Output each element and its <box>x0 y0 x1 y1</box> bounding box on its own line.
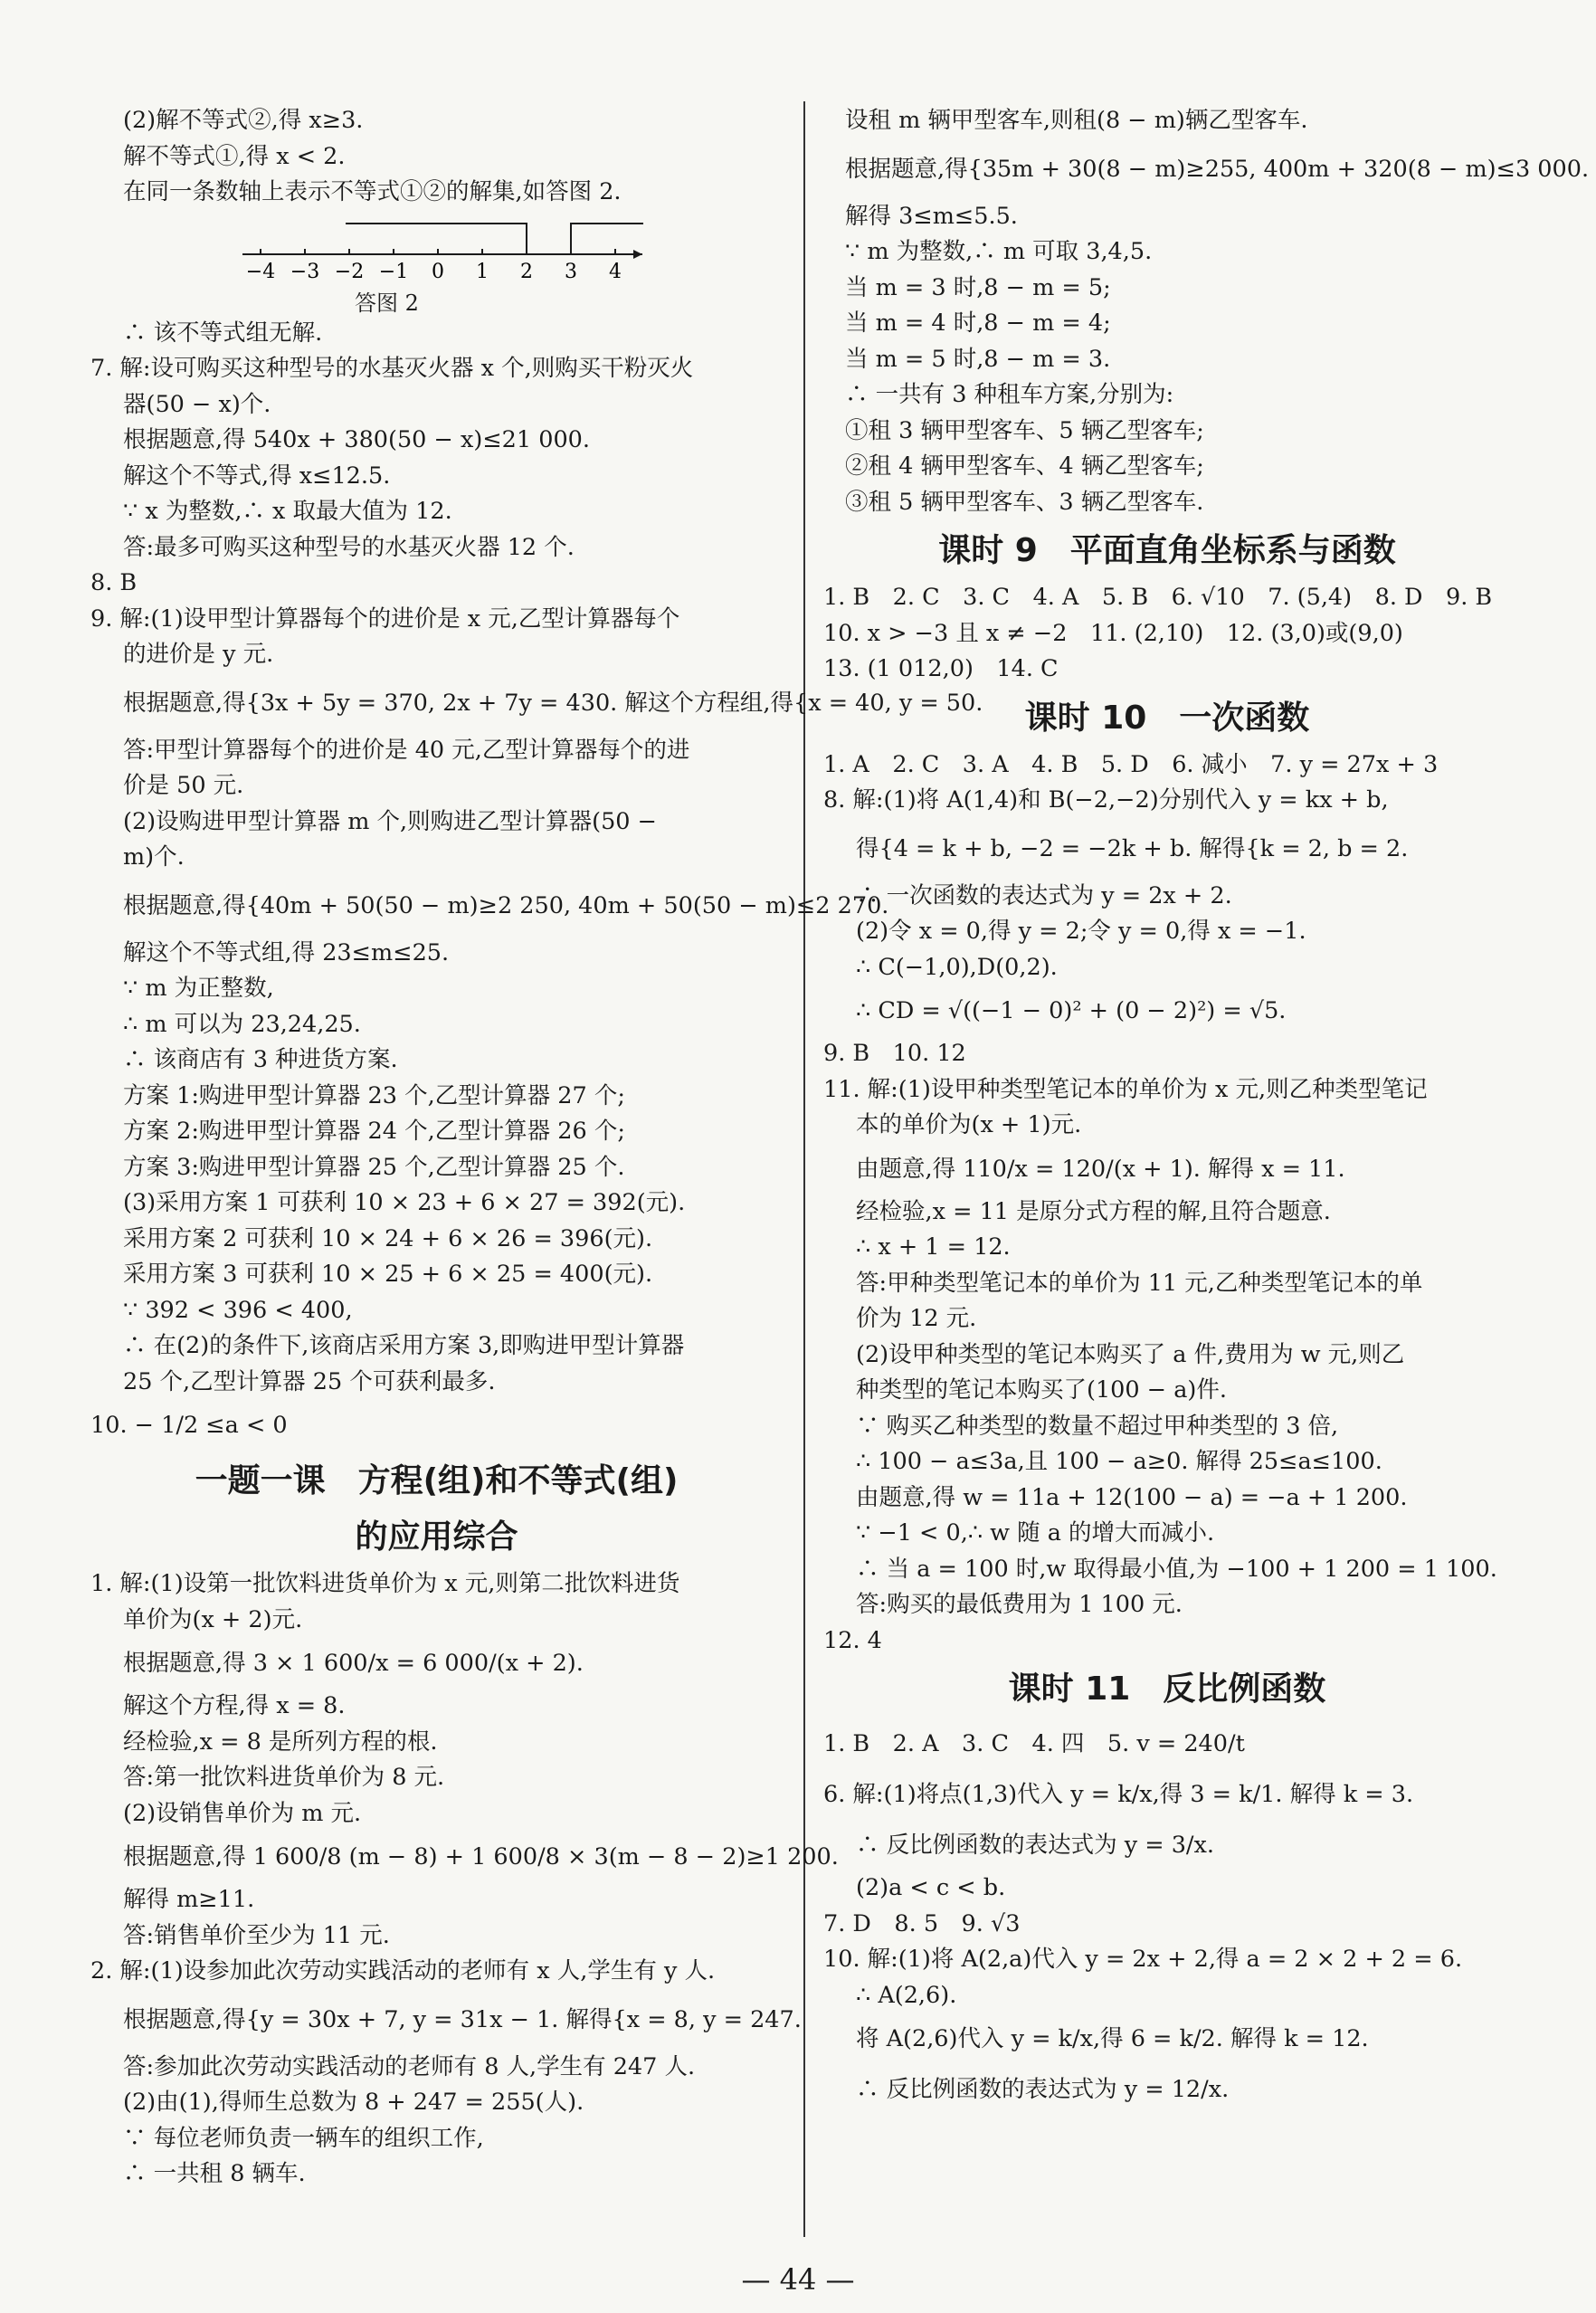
text-line: 器(50 − x)个. <box>123 390 271 418</box>
text-line: (2)由(1),得师生总数为 8 + 247 = 255(人). <box>123 2089 584 2116</box>
tick-label: 4 <box>609 260 622 283</box>
text-line: 13. (1 012,0) 14. C <box>823 655 1059 682</box>
text-line: ∴ 反比例函数的表达式为 y = 12/x. <box>856 2076 1230 2103</box>
text-line: 答:第一批饮料进货单价为 8 元. <box>123 1764 445 1791</box>
text-line: 方案 2:购进甲型计算器 24 个,乙型计算器 26 个; <box>123 1118 625 1145</box>
text-line: 当 m = 5 时,8 − m = 3. <box>845 345 1111 373</box>
section-heading: 的应用综合 <box>355 1518 518 1556</box>
text-line: 解这个不等式,得 x≤12.5. <box>123 462 391 490</box>
text-line: ∵ 392 < 396 < 400, <box>123 1296 353 1324</box>
text-line: ∵ 购买乙种类型的数量不超过甲种类型的 3 倍, <box>856 1412 1339 1440</box>
text-line: 解得 3≤m≤5.5. <box>845 202 1018 230</box>
text-line: ①租 3 辆甲型客车、5 辆乙型客车; <box>845 416 1204 444</box>
text-line: 解这个方程,得 x = 8. <box>123 1692 346 1719</box>
text-line: ∴ CD = √((−1 − 0)² + (0 − 2)²) = √5. <box>856 997 1287 1024</box>
axis-arrow <box>633 250 642 259</box>
text-line: 方案 3:购进甲型计算器 25 个,乙型计算器 25 个. <box>123 1153 625 1181</box>
text-line: 在同一条数轴上表示不等式①②的解集,如答图 2. <box>123 178 622 205</box>
text-line: 2. 解:(1)设参加此次劳动实践活动的老师有 x 人,学生有 y 人. <box>90 1957 716 1985</box>
text-line: 解这个不等式组,得 23≤m≤25. <box>123 938 450 966</box>
text-line: (2)设甲种类型的笔记本购买了 a 件,费用为 w 元,则乙 <box>856 1340 1405 1368</box>
text-line: 根据题意,得 1 600/8 (m − 8) + 1 600/8 × 3(m − 8 − 2)≥1 200. <box>123 1843 839 1870</box>
tick-label: 0 <box>432 260 444 283</box>
text-line: 根据题意,得 540x + 380(50 − x)≤21 000. <box>123 426 591 453</box>
text-line: ∴ x + 1 = 12. <box>856 1233 1011 1261</box>
text-line: 由题意,得 110/x = 120/(x + 1). 解得 x = 11. <box>856 1155 1345 1183</box>
text-line: 10. − 1/2 ≤a < 0 <box>90 1412 288 1439</box>
text-line: 本的单价为(x + 1)元. <box>856 1111 1082 1138</box>
text-line: ∴ m 可以为 23,24,25. <box>123 1010 361 1038</box>
text-line: ∵ 每位老师负责一辆车的组织工作, <box>123 2124 484 2152</box>
text-line: 答:销售单价至少为 11 元. <box>123 1921 390 1949</box>
text-line: 设租 m 辆甲型客车,则租(8 − m)辆乙型客车. <box>845 107 1308 134</box>
tick-label: −1 <box>378 260 409 283</box>
text-line: (2)a < c < b. <box>856 1874 1006 1901</box>
text-line: 答:参加此次劳动实践活动的老师有 8 人,学生有 247 人. <box>123 2052 696 2080</box>
text-line: 11. 解:(1)设甲种类型笔记本的单价为 x 元,则乙种类型笔记 <box>823 1075 1428 1103</box>
text-line: 根据题意,得{3x + 5y = 370, 2x + 7y = 430. 解这个方程组,得{x = 40, y = 50. <box>123 689 983 717</box>
text-line: 答:甲种类型笔记本的单价为 11 元,乙种类型笔记本的单 <box>856 1269 1423 1297</box>
text-line: ③租 5 辆甲型客车、3 辆乙型客车. <box>845 488 1204 516</box>
text-line: ∴ 该商店有 3 种进货方案. <box>123 1046 398 1073</box>
text-line: 7. D 8. 5 9. √3 <box>823 1909 1021 1937</box>
tick-label: −3 <box>290 260 320 283</box>
text-line: ∴ 一共有 3 种租车方案,分别为: <box>845 381 1174 408</box>
text-line: ∴ A(2,6). <box>856 1981 957 2009</box>
text-line: 根据题意,得{40m + 50(50 − m)≥2 250, 40m + 50(50 − m)≤2 270. <box>123 891 889 919</box>
text-line: 根据题意,得{y = 30x + 7, y = 31x − 1. 解得{x = 8, y = 247. <box>123 2005 802 2033</box>
text-line: 8. 解:(1)将 A(1,4)和 B(−2,−2)分别代入 y = kx + b, <box>823 786 1389 814</box>
text-line: 答:甲型计算器每个的进价是 40 元,乙型计算器每个的进 <box>123 736 690 764</box>
tick-label: 2 <box>520 260 533 283</box>
text-line: 单价为(x + 2)元. <box>123 1605 303 1633</box>
text-line: ∵ m 为整数,∴ m 可取 3,4,5. <box>845 238 1153 265</box>
text-line: (2)令 x = 0,得 y = 2;令 y = 0,得 x = −1. <box>856 918 1306 945</box>
text-line: 1. A 2. C 3. A 4. B 5. D 6. 减小 7. y = 27x + 3 <box>823 750 1439 778</box>
text-line: ∴ 100 − a≤3a,且 100 − a≥0. 解得 25≤a≤100. <box>856 1448 1382 1475</box>
text-line: 方案 1:购进甲型计算器 23 个,乙型计算器 27 个; <box>123 1081 625 1109</box>
text-line: ∴ 一次函数的表达式为 y = 2x + 2. <box>856 881 1232 909</box>
text-line: 10. x > −3 且 x ≠ −2 11. (2,10) 12. (3,0)或(9,0) <box>823 619 1403 647</box>
text-line: ∴ C(−1,0),D(0,2). <box>856 953 1058 981</box>
text-line: ∴ 一共租 8 辆车. <box>123 2160 306 2187</box>
text-line: 25 个,乙型计算器 25 个可获利最多. <box>123 1367 496 1395</box>
text-line: 将 A(2,6)代入 y = k/x,得 6 = k/2. 解得 k = 12. <box>856 2025 1369 2052</box>
text-line: 采用方案 2 可获利 10 × 24 + 6 × 26 = 396(元). <box>123 1224 653 1252</box>
text-line: ∴ 该不等式组无解. <box>123 319 323 347</box>
section-heading: 课时 11 反比例函数 <box>1008 1670 1326 1708</box>
solution-bracket-ge-3 <box>571 224 643 254</box>
text-line: 价是 50 元. <box>123 772 244 799</box>
text-line: (2)设销售单价为 m 元. <box>123 1799 362 1827</box>
text-line: ∵ m 为正整数, <box>123 975 274 1002</box>
solution-bracket-lt-2 <box>252 224 527 254</box>
text-line: 8. B <box>90 569 138 596</box>
text-line: 经检验,x = 8 是所列方程的根. <box>123 1728 438 1756</box>
text-line: 根据题意,得 3 × 1 600/x = 6 000/(x + 2). <box>123 1650 584 1677</box>
text-line: 由题意,得 w = 11a + 12(100 − a) = −a + 1 200. <box>856 1483 1408 1511</box>
text-line: 7. 解:设可购买这种型号的水基灭火器 x 个,则购买干粉灭火 <box>90 355 694 382</box>
text-line: 解得 m≥11. <box>123 1886 255 1913</box>
text-line: 得{4 = k + b, −2 = −2k + b. 解得{k = 2, b = 2. <box>856 834 1409 862</box>
tick-label: −2 <box>334 260 365 283</box>
text-line: 10. 解:(1)将 A(2,a)代入 y = 2x + 2,得 a = 2 × 2 + 2 = 6. <box>823 1946 1463 1973</box>
text-line: 1. B 2. A 3. C 4. 四 5. v = 240/t <box>823 1730 1245 1757</box>
text-line: 价为 12 元. <box>856 1305 977 1332</box>
text-line: 1. B 2. C 3. C 4. A 5. B 6. √10 7. (5,4) 8. D 9. B <box>823 584 1493 611</box>
section-heading: 课时 9 平面直角坐标系与函数 <box>938 532 1396 569</box>
text-line: ∵ −1 < 0,∴ w 随 a 的增大而减小. <box>856 1519 1215 1547</box>
text-line: 当 m = 4 时,8 − m = 4; <box>845 309 1111 337</box>
column-divider <box>803 101 805 2237</box>
text-line: ∴ 当 a = 100 时,w 取得最小值,为 −100 + 1 200 = 1 100. <box>856 1555 1497 1583</box>
tick-label: −4 <box>245 260 276 283</box>
text-line: ∴ 在(2)的条件下,该商店采用方案 3,即购进甲型计算器 <box>123 1332 685 1359</box>
text-line: m)个. <box>123 843 185 871</box>
text-line: (2)设购进甲型计算器 m 个,则购进乙型计算器(50 − <box>123 807 657 835</box>
text-line: 6. 解:(1)将点(1,3)代入 y = k/x,得 3 = k/1. 解得 k = 3. <box>823 1781 1414 1808</box>
text-line: 答:最多可购买这种型号的水基灭火器 12 个. <box>123 533 575 561</box>
text-line: ∵ x 为整数,∴ x 取最大值为 12. <box>123 498 452 525</box>
text-line: 的进价是 y 元. <box>123 641 274 668</box>
text-line: 9. B 10. 12 <box>823 1040 966 1067</box>
text-line: ②租 4 辆甲型客车、4 辆乙型客车; <box>845 452 1204 480</box>
text-line: 当 m = 3 时,8 − m = 5; <box>845 273 1111 301</box>
text-line: 解不等式①,得 x < 2. <box>123 142 346 170</box>
text-line: ∴ 反比例函数的表达式为 y = 3/x. <box>856 1832 1214 1859</box>
section-heading: 课时 10 一次函数 <box>1024 699 1310 737</box>
right-column <box>823 103 1590 2115</box>
text-line: 经检验,x = 11 是原分式方程的解,且符合题意. <box>856 1197 1331 1225</box>
tick-label: 1 <box>476 260 489 283</box>
section-heading: 一题一课 方程(组)和不等式(组) <box>195 1462 679 1499</box>
page-number: — 44 — <box>741 2262 855 2297</box>
text-line: (3)采用方案 1 可获利 10 × 23 + 6 × 27 = 392(元). <box>123 1189 686 1216</box>
text-line: (2)解不等式②,得 x≥3. <box>123 107 364 134</box>
text-line: 答:购买的最低费用为 1 100 元. <box>856 1591 1183 1618</box>
figure-caption: 答图 2 <box>355 290 419 316</box>
text-line: 1. 解:(1)设第一批饮料进货单价为 x 元,则第二批饮料进货 <box>90 1570 680 1597</box>
text-line: 9. 解:(1)设甲型计算器每个的进价是 x 元,乙型计算器每个 <box>90 604 680 633</box>
number-line-figure <box>90 211 783 316</box>
number-line <box>233 211 740 283</box>
text-line: 12. 4 <box>823 1626 882 1654</box>
text-line: 采用方案 3 可获利 10 × 25 + 6 × 25 = 400(元). <box>123 1261 653 1288</box>
tick-label: 3 <box>565 260 577 283</box>
text-line: 根据题意,得{35m + 30(8 − m)≥255, 400m + 320(8 − m)≤3 000. <box>845 155 1590 183</box>
text-line: 种类型的笔记本购买了(100 − a)件. <box>856 1376 1227 1404</box>
